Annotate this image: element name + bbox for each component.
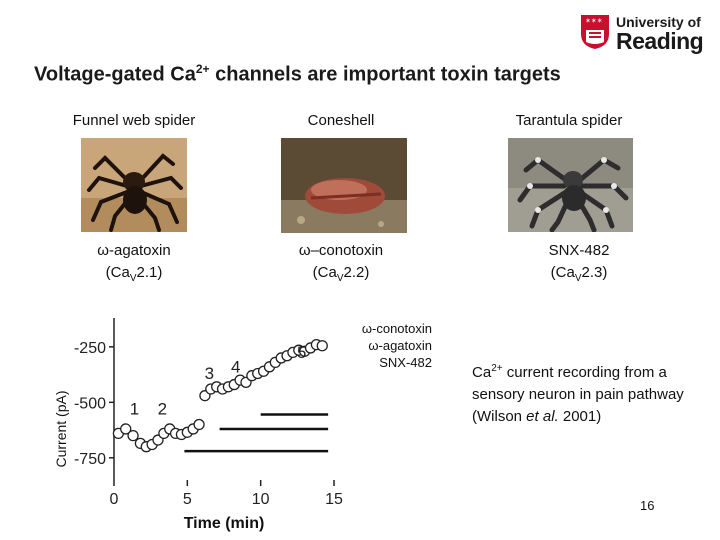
legend-item-agatoxin: ω-agatoxin xyxy=(368,338,432,353)
channel-label: $(Ca_V2.1)$ xyxy=(105,264,163,284)
toxin-label-agatoxin xyxy=(44,240,224,290)
channel-label: $(Ca_V2.2)$ xyxy=(312,264,370,284)
x-tick-label: 10 xyxy=(251,491,270,508)
point-label: 5 xyxy=(296,342,307,362)
legend-item-snx482: SNX-482 xyxy=(379,355,432,370)
data-point xyxy=(194,420,204,430)
x-tick-label: 15 xyxy=(325,491,343,508)
logo-line1: University of xyxy=(616,14,701,30)
tarantula-spider-image xyxy=(508,138,633,232)
x-tick-label: 5 xyxy=(182,491,192,508)
recording-note: $Ca^{2+}$ current recording from a sensory neuron in pain pathway (Wilson et al. 2001) xyxy=(472,363,684,425)
current-recording-chart xyxy=(44,310,344,535)
point-label: 4 xyxy=(230,357,241,377)
page-title xyxy=(34,62,561,87)
toxin-label-conotoxin xyxy=(251,240,431,290)
title-sup: 2+ xyxy=(195,62,210,76)
x-axis-title: Time (min) xyxy=(183,515,265,532)
y-tick-label: -250 xyxy=(73,339,106,357)
toxin-label-snx482 xyxy=(489,240,669,290)
coneshell-image xyxy=(281,138,407,233)
x-tick-label: 0 xyxy=(109,491,119,508)
drug-legend xyxy=(300,320,432,371)
y-axis-title: Current (pA) xyxy=(53,390,69,468)
title-text: Voltage-gated Ca xyxy=(34,63,196,86)
toxin-name: ω–conotoxin xyxy=(298,242,384,259)
toxin-name: SNX-482 xyxy=(548,242,610,259)
point-label: 1 xyxy=(129,399,140,419)
page-number: 16 xyxy=(640,498,655,513)
logo-line2: Reading xyxy=(616,28,704,54)
svg-text:✶✶✶: ✶✶✶ xyxy=(585,17,603,25)
title-rest: channels are important toxin targets xyxy=(209,63,561,86)
data-point xyxy=(128,431,138,441)
shield-icon xyxy=(580,14,610,50)
university-logo xyxy=(580,14,704,54)
header-funnel-web: Funnel web spider xyxy=(72,112,196,129)
point-label: 3 xyxy=(204,364,215,384)
legend-item-conotoxin: ω-conotoxin xyxy=(361,321,432,336)
header-coneshell: Coneshell xyxy=(307,112,375,129)
y-tick-label: -750 xyxy=(73,450,106,468)
header-tarantula: Tarantula spider xyxy=(515,112,623,129)
toxin-name: ω-agatoxin xyxy=(97,242,171,259)
y-tick-label: -500 xyxy=(73,395,106,413)
point-label: 2 xyxy=(157,399,168,419)
funnel-web-spider-image xyxy=(81,138,187,232)
channel-label: $(Ca_V2.3)$ xyxy=(550,264,608,284)
